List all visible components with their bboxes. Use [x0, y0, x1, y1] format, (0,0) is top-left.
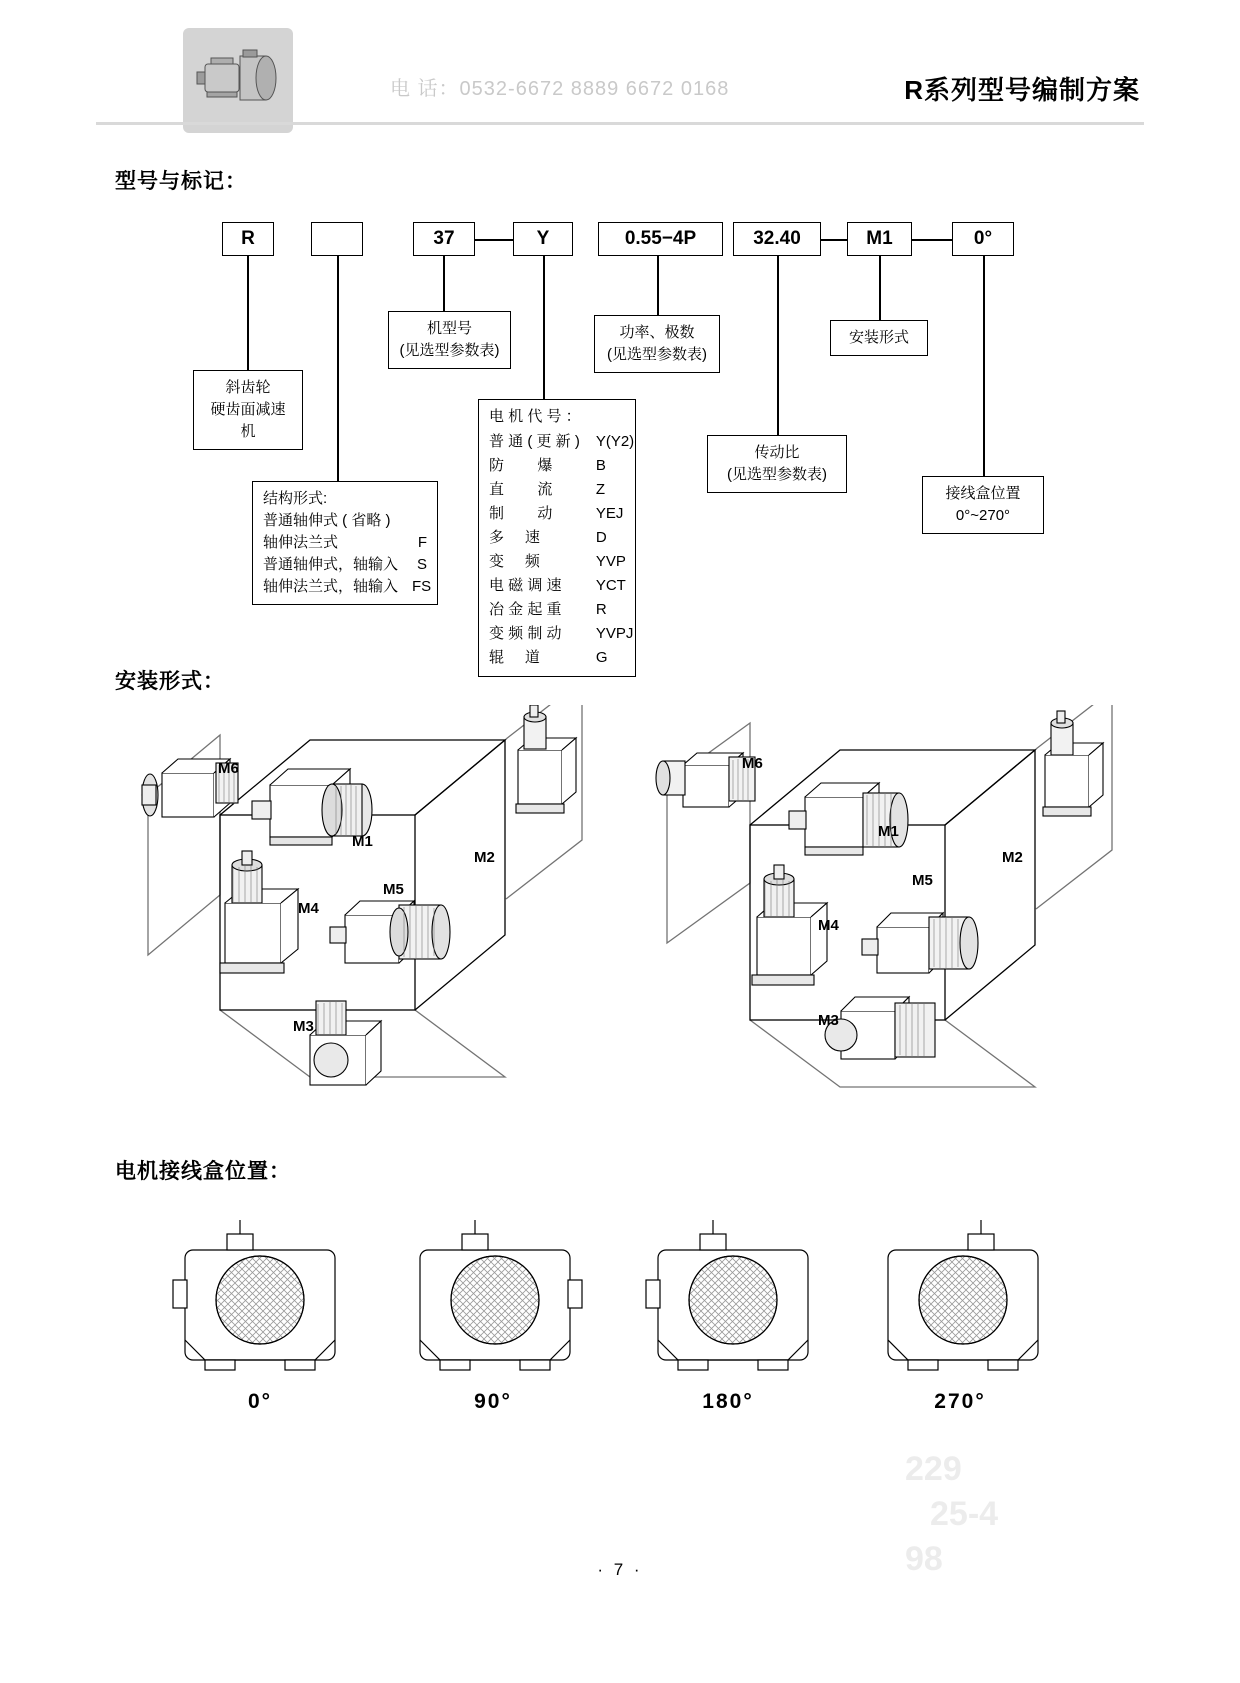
terminal-box-view-0: [165, 1220, 355, 1390]
code-box-mounting-form: M1: [847, 222, 912, 256]
leader-structure: [337, 256, 339, 481]
mount-label-m5-left: M5: [383, 881, 404, 898]
mounting-diagram-left: [120, 705, 610, 1125]
callout-mounting-line1: 安装形式: [848, 329, 909, 346]
callout-machine-model: [388, 311, 511, 369]
header-divider: [96, 122, 1144, 125]
callout-ratio-line2: (见选型参数表): [727, 466, 827, 483]
mount-label-m2-right: M2: [1002, 849, 1023, 866]
terminal-box-caption-180: 180°: [702, 1390, 754, 1413]
code-box-structure: [311, 222, 363, 256]
table-row: 普 通 ( 更 新 ) Y(Y2): [489, 433, 635, 450]
mount-label-m1-right: M1: [878, 823, 899, 840]
mount-label-m6-right: M6: [742, 755, 763, 772]
terminal-box-view-90: [400, 1220, 590, 1390]
page-header: [0, 0, 1240, 140]
callout-ratio: [707, 435, 847, 493]
table-row: 多 速 D: [489, 529, 607, 546]
code-box-machine-model: 37: [413, 222, 475, 256]
table-row: 防 爆 B: [489, 457, 606, 474]
callout-mounting-form: [830, 320, 928, 356]
mount-label-m5-right: M5: [912, 872, 933, 889]
mounting-diagram-right: [645, 705, 1135, 1125]
callout-ratio-line1: 传动比: [754, 444, 800, 461]
code-dash-2: [821, 239, 847, 241]
code-box-motor-code: Y: [513, 222, 573, 256]
callout-gear-type-line2: 硬齿面减速机: [210, 401, 286, 440]
table-row: 辊 道 G: [489, 649, 608, 666]
watermark-1: 229: [905, 1450, 962, 1488]
leader-motor-code: [543, 256, 545, 399]
section-title-terminal-box: 电机接线盒位置：: [115, 1160, 291, 1183]
code-box-series: R: [222, 222, 274, 256]
leader-terminal: [983, 256, 985, 476]
terminal-box-view-180: [638, 1220, 828, 1390]
watermark-2: 25-4: [930, 1495, 999, 1533]
leader-ratio: [777, 256, 779, 435]
page-number: · 7 ·: [597, 1560, 643, 1579]
callout-structure-row: 轴伸法兰式 F: [263, 534, 427, 551]
code-box-ratio: 32.40: [733, 222, 821, 256]
callout-gear-type-line1: 斜齿轮: [225, 379, 271, 396]
callout-power-poles: [594, 315, 720, 373]
callout-gear-type: [193, 370, 303, 450]
table-row: 制 动 YEJ: [489, 505, 624, 522]
terminal-box-caption-270: 270°: [934, 1390, 986, 1413]
header-phone: 电 话：0532-6672 8889 6672 0168: [390, 78, 730, 100]
callout-motor-code-title: 电 机 代 号 ：: [489, 408, 581, 425]
code-box-terminal-position: 0°: [952, 222, 1014, 256]
leader-machine-model: [443, 256, 445, 311]
mount-label-m4-left: M4: [298, 900, 319, 917]
leader-series: [247, 256, 249, 370]
mount-label-m3-left: M3: [293, 1018, 314, 1035]
callout-machine-model-line1: 机型号: [426, 320, 472, 337]
callout-structure-row: 普通轴伸式，轴输入 S: [263, 556, 427, 573]
callout-terminal-line2: 0°~270°: [955, 507, 1011, 524]
table-row: 变 频 YVP: [489, 553, 626, 570]
callout-power-line1: 功率、极数: [619, 324, 695, 341]
code-dash-1: [475, 239, 513, 241]
mount-label-m3-right: M3: [818, 1012, 839, 1029]
watermark-3: 98: [905, 1540, 943, 1578]
mount-label-m6-left: M6: [218, 760, 239, 777]
callout-structure-title: 结构形式:: [263, 490, 328, 507]
gear-motor-icon: [187, 42, 291, 122]
section-title-mounting: 安装形式：: [115, 670, 225, 693]
section-title-model-marking: 型号与标记：: [115, 170, 247, 193]
terminal-box-caption-0: 0°: [247, 1390, 273, 1413]
motor-code-table: [489, 430, 634, 670]
code-dash-3: [912, 239, 952, 241]
mount-label-m4-right: M4: [818, 917, 839, 934]
callout-terminal-line1: 接线盒位置: [945, 485, 1021, 502]
terminal-box-view-270: [868, 1220, 1058, 1390]
callout-machine-model-line2: (见选型参数表): [399, 342, 500, 359]
callout-structure-row: 轴伸法兰式，轴输入 FS: [263, 578, 432, 595]
table-row: 直 流 Z: [489, 481, 605, 498]
mount-label-m1-left: M1: [352, 833, 373, 850]
callout-power-line2: (见选型参数表): [607, 346, 707, 363]
table-row: 变 频 制 动 YVPJ: [489, 625, 634, 642]
table-row: 电 磁 调 速 YCT: [489, 577, 626, 594]
page-title: R系列型号编制方案: [904, 75, 1140, 105]
callout-motor-code: [478, 399, 636, 677]
mount-label-m2-left: M2: [474, 849, 495, 866]
code-box-power-poles: 0.55−4P: [598, 222, 723, 256]
callout-structure-row: 普通轴伸式 ( 省略 ): [263, 512, 391, 529]
callout-terminal-position: [922, 476, 1044, 534]
logo-gear-motor: [183, 28, 293, 133]
terminal-box-caption-90: 90°: [474, 1390, 512, 1413]
leader-power: [657, 256, 659, 315]
table-row: 冶 金 起 重 R: [489, 601, 607, 618]
leader-mounting: [879, 256, 881, 320]
callout-structure: [252, 481, 438, 605]
